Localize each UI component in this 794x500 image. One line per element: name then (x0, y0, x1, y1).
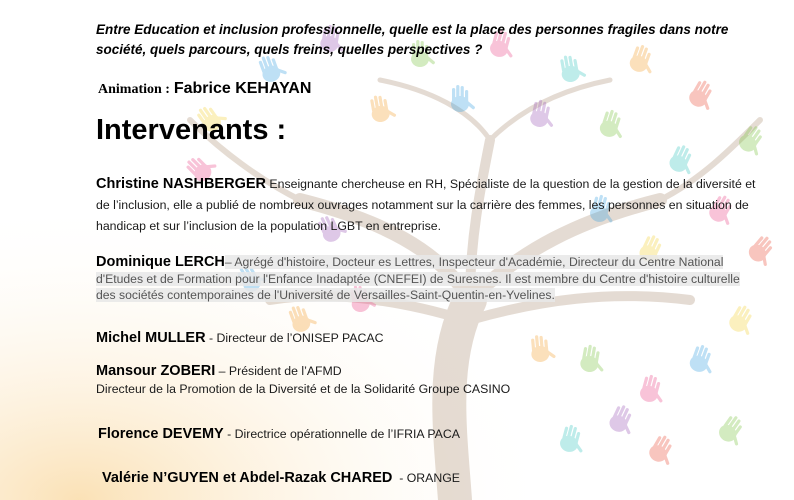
speaker-name: Mansour ZOBERI (96, 363, 216, 379)
speaker-entry (96, 174, 756, 237)
speaker-name: Dominique LERCH (96, 254, 225, 270)
moderator-name: Fabrice KEHAYAN (173, 80, 312, 97)
speakers-heading: Intervenants : (96, 114, 287, 146)
speaker-entry (96, 328, 756, 349)
animation-label: Animation : (98, 82, 170, 97)
speaker-entry (98, 424, 758, 445)
speaker-entry (102, 468, 762, 489)
speaker-description: – Président de l’AFMD (215, 364, 342, 378)
speaker-description: – Agrégé d'histoire, Docteur es Lettres, Inspecteur d'Académie, Directeur du Centre National d'Etudes et de Formation pour l'Enfance Inadaptée (CNEFEI) de Suresnes. Il est membre du Centre d'histoire culturelle des sociétés contemporaines de l'Université de Versailles-Saint-Quentin-en-Yvelines. (96, 255, 740, 302)
speaker-description: - Directeur de l’ONISEP PACAC (205, 331, 384, 345)
speaker-name: Florence DEVEMY (98, 426, 224, 442)
speaker-name: Valérie N’GUYEN et Abdel-Razak CHARED (102, 470, 393, 486)
speaker-description: - ORANGE (392, 471, 460, 485)
speaker-entry (96, 254, 756, 304)
speaker-description-line2: Directeur de la Promotion de la Diversité et de la Solidarité Groupe CASINO (96, 382, 511, 396)
speaker-name: Christine NASHBERGER (96, 176, 266, 192)
speaker-description: Enseignante chercheuse en RH, Spécialiste de la question de la gestion de la diversité et de l’inclusion, elle a publié de nombreux ouvrages notamment sur la carrière des femmes, les personnes en situation de handicap et sur l’inclusion de la population LGBT en entreprise. (96, 177, 756, 233)
speaker-name: Michel MULLER (96, 330, 206, 346)
animation-line (98, 80, 311, 98)
intro-question: Entre Education et inclusion professionnelle, quelle est la place des personnes fragiles dans notre société, quels parcours, quels freins, quelles perspectives ? (96, 22, 729, 57)
speaker-entry (96, 362, 756, 398)
speaker-description: - Directrice opérationnelle de l’IFRIA PACA (223, 427, 460, 441)
